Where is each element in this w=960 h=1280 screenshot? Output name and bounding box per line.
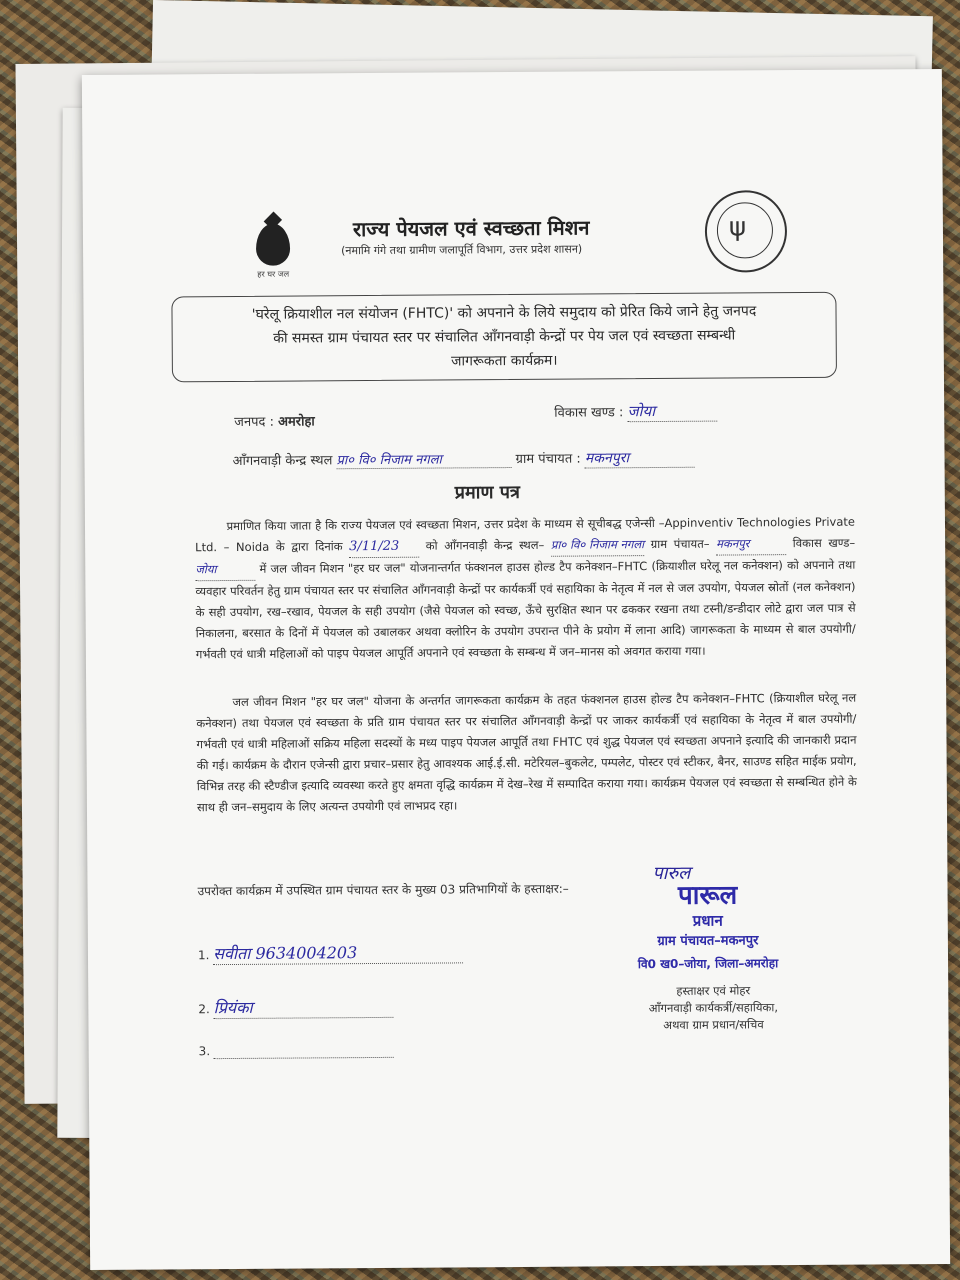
- panchayat-label: ग्राम पंचायत :: [515, 451, 581, 467]
- footer-line-1: हस्ताक्षर एवं मोहर: [676, 983, 751, 998]
- paragraph-2: [196, 688, 857, 819]
- centre-value: प्रा० वि० निजाम नगला: [336, 449, 511, 469]
- signature-footer: [608, 982, 818, 1034]
- participant-2-number: 2.: [198, 1002, 210, 1017]
- p1-text-c: ग्राम पंचायत–: [650, 536, 710, 552]
- program-line-3: जागरूकता कार्यक्रम।: [451, 352, 558, 370]
- mission-subtitle: (नमामि गंगे तथा ग्रामीण जलापूर्ति विभाग, उत्तर प्रदेश शासन): [341, 242, 583, 258]
- p1-text-a: प्रमाणित किया जाता है कि राज्य पेयजल एवं स्वच्छता मिशन, उत्तर प्रदेश के माध्यम से सूचीबद्ध एजेन्सी –Appinventiv Technologies Private Ltd. – Noida के द्वारा दिनांक: [195, 514, 856, 555]
- district-field: [234, 411, 315, 430]
- stamp-block: वि0 ख0–जोया, जिला–अमरोहा: [637, 956, 779, 972]
- p2-text: जल जीवन मिशन "हर घर जल" योजना के अन्तर्गत जागरूकता कार्यक्रम के तहत फंक्शनल हाउस होल्ड टैप कनेक्शन–FHTC (क्रियाशील घरेलू नल कनेक्शन) तथा पेयजल एवं स्वच्छता के प्रति ग्राम पंचायत स्तर पर संचालित आँगनवाड़ी केन्द्रों पर जाकर कार्यकर्त्री एवं सहायिका के नेतृत्व में बाल उपयोगी/गर्भवती एवं धात्री महिलाओं सक्रिय महिला सदस्यों के मध्य पाइप पेयजल आपूर्ति तथा FHTC एवं शुद्ध पेयजल एवं स्वच्छता अपनाने इत्यादि की जानकारी प्रदान की गई। कार्यक्रम के दौरान एजेन्सी द्वारा प्रचार–प्रसार हेतु आवश्यक आई.ई.सी. मटेरियल–बुकलेट, पम्पलेट, पोस्टर एवं स्टीकर, बैनर, साउण्ड सहित माईक प्रयोग, विभिन्न तरह की स्टैण्डीज इत्यादि व्यवस्था करते हुए क्षमता वृद्धि कार्यक्रम में देख–रेख में सम्पादित कराया गया। कार्यक्रम पेयजल एवं स्वच्छता से सम्बन्धित होने के साथ ही जन–समुदाय के लिए अत्यन्त उपयोगी एवं लाभप्रद रहा।: [196, 690, 857, 815]
- participant-3-signature: [214, 1043, 394, 1059]
- centre-field: [232, 448, 694, 471]
- stamp-name: पारूल: [677, 880, 738, 911]
- pradhan-handwritten-signature: पारुल: [652, 862, 691, 885]
- footer-line-2: आँगनवाड़ी कार्यकर्त्री/सहायिका,: [648, 1000, 779, 1016]
- mission-title: राज्य पेयजल एवं स्वच्छता मिशन: [352, 215, 590, 242]
- p1-block-value: जोया: [195, 559, 255, 581]
- p1-panchayat-value: मकनपुर: [716, 533, 786, 555]
- participant-1-number: 1.: [197, 948, 210, 963]
- up-government-seal-icon: ψ: [705, 190, 788, 273]
- program-line-1: 'घरेलू क्रियाशील नल संयोजन (FHTC)' को अपनाने के लिये समुदाय को प्रेरित किये जाने हेतु जनपद: [251, 303, 757, 323]
- participant-1-signature: सवीता 9634004203: [213, 940, 463, 965]
- district-label: जनपद :: [234, 414, 274, 430]
- participant-2-signature: प्रियंका: [214, 995, 394, 1019]
- panchayat-value: मकनपुरा: [585, 448, 695, 469]
- participant-3-number: 3.: [198, 1044, 211, 1059]
- participant-3: [199, 1043, 394, 1059]
- block-field: [554, 401, 717, 423]
- p1-text-e: में जल जीवन मिशन "हर घर जल" योजनान्तर्गत फंक्शनल हाउस होल्ड टैप कनेक्शन–FHTC (क्रियाशील घरेलू नल कनेक्शन) को अपनाने तथा व्यवहार परिवर्तन हेतु ग्राम पंचायत स्तर पर संचालित आँगनवाड़ी केन्द्रों पर कार्यकर्त्री एवं सहायिका के नेतृत्व में नल से जल उपयोग, पेयजल स्रोतों (नल कनेक्शन) के सही उपयोग, रख–रखाव, पेयजल के सही उपयोग (जैसे पेयजल को स्वच्छ, ऊँचे सुरक्षित स्थान पर ढककर रखना तथा टस्नी/डन्डीदार लोटे द्वारा जल पात्र से निकालना, बरसात के दिनों में पेयजल को उबालकर अथवा क्लोरिन के उपयोग उपरान्त पीने के प्रयोग में लाना आदि) जागरूकता के माध्यम से बाल उपयोगी/गर्भवती एवं धात्री महिलाओं को पाइप पेयजल आपूर्ति अपनाने एवं स्वच्छता के सम्बन्ध में जन–मानस को अवगत कराया गया।: [195, 557, 856, 662]
- block-label: विकास खण्ड :: [554, 405, 624, 421]
- p1-text-d: विकास खण्ड–: [792, 535, 856, 551]
- participant-1: [198, 940, 463, 965]
- program-date: 3/11/23: [349, 536, 419, 558]
- district-value: अमरोहा: [278, 414, 315, 430]
- centre-label: आँगनवाड़ी केन्द्र स्थल: [232, 453, 333, 469]
- certificate-title: प्रमाण पत्र: [454, 481, 520, 504]
- participant-2: [198, 995, 393, 1019]
- logo-caption: हर घर जल: [257, 269, 290, 279]
- water-drop-icon: [256, 224, 290, 266]
- certificate-page: [82, 69, 950, 1270]
- p1-centre-value: प्रा० वि० निजाम नगला: [551, 534, 644, 557]
- footer-line-3: अथवा ग्राम प्रधान/सचिव: [663, 1017, 764, 1032]
- pradhan-stamp: [607, 880, 808, 975]
- program-line-2: की समस्त ग्राम पंचायत स्तर पर संचालित आँगनवाड़ी केन्द्रों पर पेय जल एवं स्वच्छता सम्बन्धी: [273, 327, 736, 347]
- stamp-designation: प्रधान: [692, 911, 723, 930]
- stamp-panchayat: ग्राम पंचायत–मकनपुर: [657, 933, 759, 950]
- p1-text-b: को आँगनवाड़ी केन्द्र स्थल–: [425, 537, 545, 553]
- block-value: जोया: [627, 401, 717, 423]
- water-drop-logo: [243, 223, 303, 278]
- participants-intro: उपरोक्त कार्यक्रम में उपस्थित ग्राम पंचायत स्तर के मुख्य 03 प्रतिभागियों के हस्ताक्षर:–: [197, 881, 569, 899]
- program-description-box: [171, 292, 837, 383]
- paragraph-1: [195, 512, 856, 666]
